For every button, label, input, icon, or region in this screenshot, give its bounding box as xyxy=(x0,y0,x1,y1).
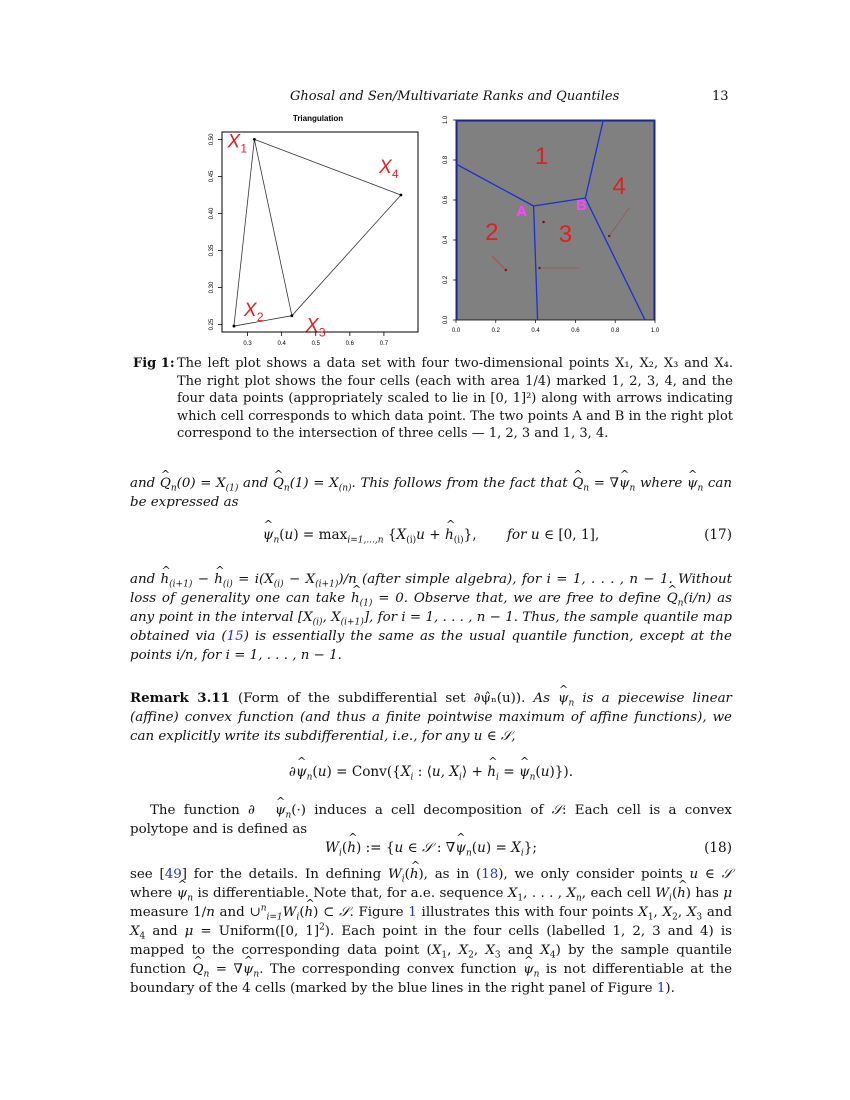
x-tick-label: 0.8 xyxy=(611,328,620,334)
y-tick-label: 0.0 xyxy=(443,315,449,325)
annotation-sub: 3 xyxy=(318,325,326,340)
caption-label: Fig 1: xyxy=(133,356,175,371)
y-tick-label: 0.45 xyxy=(209,170,215,183)
remark-3-11: Remark 3.11 (Form of the subdifferential set ∂ψ̂ₙ(u)). As ^ $\psi_n$ is a piecewise linear (affine) convex function (and thus a finite pointwise maximum of affine functions), we can explicitly write its subdifferential, i.e., for any u ∈ 𝒮, xyxy=(130,689,732,746)
y-tick-label: 0.25 xyxy=(209,318,215,331)
page-number: 13 xyxy=(712,89,729,104)
remark-title: (Form of the subdifferential set ∂ψ̂ₙ(u)). xyxy=(237,691,526,706)
paragraph-cell-decomposition: The function ∂^ $\psi_n(\cdot)$ induces a cell decomposition of 𝒮: Each cell is a convex polytope and is defined as xyxy=(130,801,732,839)
y-tick-label: 0.30 xyxy=(209,281,215,294)
equation-subdifferential: ∂^ $\psi_n(u)$ = $Conv(\{X_i$ : ⟨u, $X_i⟩$ + ^ $h_i$ = ^ $\psi_n(u)$}). xyxy=(130,764,732,780)
voronoi-plot xyxy=(430,110,660,340)
x-tick-label: 0.2 xyxy=(491,328,500,334)
annotation-sub: 4 xyxy=(391,166,399,181)
annotation-x1: X xyxy=(227,131,241,153)
x-tick-label: 0.7 xyxy=(379,341,389,347)
equation-18: $W_i(\^{}$ h) := {u ∈ 𝒮 : ∇^ $\psi_n(u) = X_i$}; (18) xyxy=(130,840,732,856)
data-point xyxy=(290,314,293,317)
triangulation-edge xyxy=(292,195,401,316)
annotation-x4: X xyxy=(378,156,392,178)
vertex-label-a: A xyxy=(516,203,528,220)
ref-18[interactable]: 18 xyxy=(481,867,499,882)
y-tick-label: 0.35 xyxy=(209,244,215,257)
x-tick-label: 0.0 xyxy=(451,328,461,334)
cell-label-1: 1 xyxy=(534,143,549,170)
caption-text: The left plot shows a data set with four two-dimensional points X₁, X₂, X₃ and X₄. The right plot shows the four cells (each with area 1/4) marked 1, 2, 3, 4, and the four data points (appropriately scaled to lie in [0, 1]²) along with arrows indicating which cell corresponds to which data point. The two points A and B in the right plot correspond to the intersection of three cells — 1, 2, 3 and 1, 3, 4. xyxy=(177,356,733,441)
scaled-data-point xyxy=(542,221,544,223)
data-point xyxy=(233,325,236,328)
y-tick-label: 0.40 xyxy=(209,207,215,220)
eq-number-17: (17) xyxy=(704,527,732,543)
triangulation-edge xyxy=(234,139,254,326)
ref-49[interactable]: 49 xyxy=(164,867,182,882)
cell-label-2: 2 xyxy=(485,219,499,246)
cell-label-3: 3 xyxy=(558,221,573,248)
y-tick-label: 0.6 xyxy=(443,195,449,205)
y-tick-label: 0.8 xyxy=(443,155,449,165)
annotation-sub: 1 xyxy=(240,141,248,156)
x-tick-label: 0.4 xyxy=(277,341,286,347)
annotation-x2: X xyxy=(243,300,257,322)
y-tick-label: 1.0 xyxy=(443,115,449,125)
vertex-label-b: B xyxy=(575,197,587,214)
plot-title: Triangulation xyxy=(292,114,344,123)
equation-17: ^ $\psi_n(u) = \max_{i=1,...,n} \{X_{(i)}u$ + ^ $h_{(i)}$}, for u ∈ [0, 1], (17) xyxy=(130,527,732,543)
x-tick-label: 0.4 xyxy=(531,328,540,334)
annotation-sub: 2 xyxy=(256,310,264,325)
x-tick-label: 0.6 xyxy=(345,341,354,347)
cell-label-4: 4 xyxy=(612,173,626,200)
ref-15[interactable]: 15 xyxy=(226,629,244,644)
ref-fig1-b[interactable]: 1 xyxy=(656,981,666,996)
eq-number-18: (18) xyxy=(704,840,732,856)
triangulation-edge xyxy=(254,139,291,315)
annotation-x3: X xyxy=(305,315,319,337)
y-tick-label: 0.50 xyxy=(209,133,215,146)
x-tick-label: 0.5 xyxy=(311,341,320,347)
y-tick-label: 0.2 xyxy=(443,275,449,285)
paragraph-figure-explanation: see [49] for the details. In defining $W_i(\^{}$ h), as in (18), we only consider points u ∈ 𝒮 where ^ $\psi_n$ is differentiable. Note that, for a.e. sequence $X_1$, . . . , $X_n$, each cell $W_i(\^{}$ h) has μ measure 1/n and $\cup^n_{i=1}W_i(\^{}$ h) ⊂ 𝒮. Figure 1 illustrates this with four points $X_1$, $X_2$, $X_3$ and $X_4$ and μ = Uniform([0, 1]$^2$). Each point in the four cells (labelled 1, 2, 3 and 4) is mapped to the corresponding data point ($X_1$, $X_2$, $X_3$ and $X_4$) by the sample quantile function ^ $Q_n$ = ∇^ $\psi_n$. The corresponding convex function ^ $\psi_n$ is not differentiable at the boundary of the 4 cells (marked by the blue lines in the right panel of Figure 1). xyxy=(130,865,732,998)
figure-caption xyxy=(133,355,733,443)
remark-label: Remark 3.11 xyxy=(130,690,230,706)
triangulation-plot xyxy=(190,110,430,350)
data-point xyxy=(253,138,256,141)
data-point xyxy=(400,194,403,197)
x-tick-label: 1.0 xyxy=(650,328,660,334)
x-tick-label: 0.3 xyxy=(243,341,252,347)
x-tick-label: 0.6 xyxy=(571,328,580,334)
y-tick-label: 0.4 xyxy=(443,235,449,245)
running-title: Ghosal and Sen/Multivariate Ranks and Quantiles xyxy=(290,89,620,104)
ref-fig1-a[interactable]: 1 xyxy=(408,905,417,920)
paragraph-qn: and ^ $Q_n(0) = X_{(1)}$ and ^ $Q_n(1) = X_{(n)}$. This follows from the fact that ^ $Q_n$ = ∇^ $\psi_n$ where ^ $\psi_n$ can be expressed as xyxy=(130,474,732,512)
paragraph-h: and ^ $h_{(i+1)}$ − ^ $h_{(i)} = i(X_{(i)} - X_{(i+1)})/n$ (after simple algebra), for i = 1, . . . , n − 1. Without loss of generality one can take ^ $h_{(1)} = 0$. Observe that, we are free to define ^ $Q_n(i/n)$ as any point in the interval [$X_{(i)}$, $X_{(i+1)}$], for i = 1, . . . , n − 1. Thus, the sample quantile map obtained via (15) is essentially the same as the usual quantile function, except at the points i/n, for i = 1, . . . , n − 1. xyxy=(130,570,732,665)
